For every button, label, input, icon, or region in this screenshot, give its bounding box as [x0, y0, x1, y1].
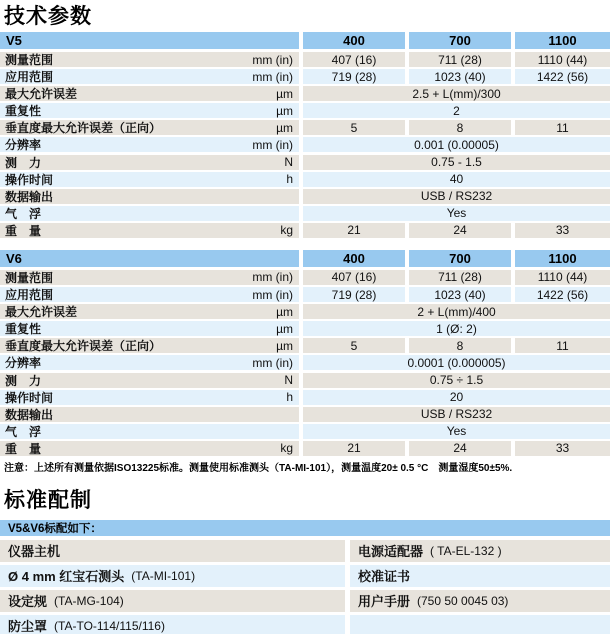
spec-value: 719 (28): [303, 69, 405, 84]
config-item: [0, 565, 345, 587]
spec-label-cell: [0, 155, 299, 170]
config-item-label: 电源适配器: [358, 544, 424, 560]
table-row: [0, 52, 610, 67]
config-item-code: (TA-MG-104): [54, 593, 124, 608]
column-header: 400: [303, 250, 405, 267]
config-item: [0, 590, 345, 612]
spec-label: 气 浮: [5, 206, 42, 221]
spec-label: 气 浮: [5, 424, 42, 439]
spec-span-value: USB / RS232: [303, 407, 610, 422]
spec-span-value: 0.0001 (0.000005): [303, 355, 610, 370]
spec-label-cell: [0, 407, 299, 422]
table-row: [0, 223, 610, 238]
spec-label: 数据输出: [5, 189, 54, 204]
table-row: [0, 390, 610, 405]
spec-unit: N: [284, 373, 293, 387]
spec-value: 33: [515, 223, 610, 238]
spec-value: 1422 (56): [515, 287, 610, 302]
spec-span-value: 2: [303, 103, 610, 118]
table-row: [0, 206, 610, 221]
spec-value: 1023 (40): [409, 69, 511, 84]
config-item-label: 校准证书: [358, 569, 411, 585]
spec-value: 11: [515, 120, 610, 135]
spec-value: 5: [303, 338, 405, 353]
table-row: [0, 338, 610, 353]
spec-label: 分辨率: [5, 356, 42, 371]
column-header: 400: [303, 32, 405, 49]
config-item: [350, 565, 610, 587]
spec-label-cell: [0, 287, 299, 302]
spec-label: 测量范围: [5, 270, 54, 285]
spec-value: 11: [515, 338, 610, 353]
spec-value: 1023 (40): [409, 287, 511, 302]
spec-span-value: 40: [303, 172, 610, 187]
spec-label: 最大允许误差: [5, 87, 78, 102]
config-item-code: (TA-MI-101): [131, 568, 196, 583]
config-header: V5&V6标配如下：: [0, 520, 610, 536]
table-row: [0, 355, 610, 370]
spec-label: 测量范围: [5, 53, 54, 67]
spec-value: 24: [409, 441, 511, 456]
column-header: 700: [409, 32, 511, 49]
spec-label-cell: [0, 390, 299, 405]
spec-value: 1422 (56): [515, 69, 610, 84]
spec-label-cell: [0, 321, 299, 336]
spec-label: 重 量: [5, 441, 42, 456]
spec-label: 操作时间: [5, 390, 54, 405]
spec-label-cell: [0, 355, 299, 370]
spec-unit: µm: [276, 86, 293, 101]
spec-unit: µm: [276, 321, 293, 336]
config-item-label: 用户手册: [358, 594, 411, 610]
table-row: [0, 155, 610, 170]
spec-label-cell: [0, 69, 299, 84]
column-header: 700: [409, 250, 511, 267]
spec-unit: µm: [276, 103, 293, 118]
config-item-label: 仪器主机: [8, 544, 61, 560]
spec-span-value: 0.75 - 1.5: [303, 155, 610, 170]
config-item-label: 防尘罩: [8, 619, 48, 634]
spec-unit: mm (in): [252, 137, 293, 152]
spec-label: 最大允许误差: [5, 305, 78, 320]
spec-label: 应用范围: [5, 70, 54, 85]
spec-label-cell: [0, 223, 299, 238]
spec-value: 21: [303, 441, 405, 456]
note-text: 注意：上述所有测量依据ISO13225标准。测量使用标准测头（TA-MI-101），测量温度20± 0.5 °C 测量湿度50±5%.: [4, 462, 513, 474]
spec-span-value: USB / RS232: [303, 189, 610, 204]
config-item-code: (TA-TO-114/115/116): [54, 618, 165, 633]
table-row: [0, 270, 610, 285]
table-row: [0, 424, 610, 439]
config-item: [0, 540, 345, 562]
spec-label-cell: [0, 304, 299, 319]
spec-value: 711 (28): [409, 52, 511, 67]
spec-label: 应用范围: [5, 288, 54, 303]
spec-unit: mm (in): [252, 52, 293, 67]
spec-span-value: 1 (Ø: 2): [303, 321, 610, 336]
spec-label: 测 力: [5, 373, 42, 388]
table-header-row: [0, 32, 610, 49]
spec-label: 垂直度最大允许误差（正向）: [5, 121, 162, 136]
table-row: [0, 69, 610, 84]
table-row: [0, 287, 610, 302]
spec-value: 407 (16): [303, 270, 405, 285]
table-header-row: [0, 250, 610, 267]
table-row: [0, 321, 610, 336]
spec-label: 重复性: [5, 322, 42, 337]
spec-label-cell: [0, 270, 299, 285]
spec-label-cell: [0, 137, 299, 152]
spec-unit: µm: [276, 120, 293, 135]
config-item: [350, 540, 610, 562]
config-item-code: ( TA-EL-132 ): [430, 543, 502, 558]
spec-label: 重复性: [5, 104, 42, 119]
spec-unit: kg: [280, 441, 293, 456]
spec-span-value: Yes: [303, 424, 610, 439]
table-row: [0, 172, 610, 187]
table-row: [0, 441, 610, 456]
spec-value: 407 (16): [303, 52, 405, 67]
spec-table-v5: [0, 32, 610, 238]
table-row: [0, 189, 610, 204]
spec-unit: mm (in): [252, 69, 293, 84]
config-item-label: 设定规: [8, 594, 48, 610]
config-item-label: Ø 4 mm 红宝石测头: [8, 569, 125, 585]
spec-label-cell: [0, 86, 299, 101]
table-row: [0, 373, 610, 388]
config-item: [0, 615, 345, 634]
spec-span-value: 20: [303, 390, 610, 405]
model-label: V6: [0, 250, 299, 267]
spec-label-cell: [0, 338, 299, 353]
config-item-code: (750 50 0045 03): [417, 593, 509, 608]
spec-value: 719 (28): [303, 287, 405, 302]
spec-span-value: 2 + L(mm)/400: [303, 304, 610, 319]
table-row: [0, 86, 610, 101]
spec-label-cell: [0, 373, 299, 388]
column-header: 1100: [515, 32, 610, 49]
spec-value: 711 (28): [409, 270, 511, 285]
spec-value: 5: [303, 120, 405, 135]
spec-value: 21: [303, 223, 405, 238]
spec-unit: mm (in): [252, 287, 293, 302]
spec-value: 33: [515, 441, 610, 456]
spec-label: 测 力: [5, 155, 42, 170]
spec-unit: µm: [276, 338, 293, 353]
table-row: [0, 137, 610, 152]
spec-label-cell: [0, 441, 299, 456]
table-row: [0, 304, 610, 319]
spec-label: 重 量: [5, 223, 42, 238]
spec-label-cell: [0, 424, 299, 439]
spec-label: 数据输出: [5, 407, 54, 422]
spec-value: 24: [409, 223, 511, 238]
config-item: [350, 590, 610, 612]
spec-span-value: 0.75 ÷ 1.5: [303, 373, 610, 388]
spec-label: 分辨率: [5, 138, 42, 153]
spec-label-cell: [0, 189, 299, 204]
spec-value: 1110 (44): [515, 52, 610, 67]
page-title-config: 标准配制: [4, 488, 92, 512]
spec-label-cell: [0, 120, 299, 135]
spec-unit: mm (in): [252, 270, 293, 285]
table-row: [0, 120, 610, 135]
config-table: [0, 520, 610, 634]
spec-label: 操作时间: [5, 172, 54, 187]
spec-label-cell: [0, 52, 299, 67]
spec-value: 8: [409, 338, 511, 353]
spec-unit: µm: [276, 304, 293, 319]
model-label: V5: [0, 32, 299, 49]
spec-span-value: 0.001 (0.00005): [303, 137, 610, 152]
spec-label-cell: [0, 103, 299, 118]
spec-value: 1110 (44): [515, 270, 610, 285]
spec-value: 8: [409, 120, 511, 135]
spec-unit: h: [286, 172, 293, 187]
spec-unit: kg: [280, 223, 293, 238]
spec-unit: N: [284, 155, 293, 170]
table-row: [0, 407, 610, 422]
column-header: 1100: [515, 250, 610, 267]
config-item: [350, 615, 610, 634]
table-row: [0, 103, 610, 118]
spec-label: 垂直度最大允许误差（正向）: [5, 339, 162, 354]
spec-span-value: Yes: [303, 206, 610, 221]
spec-table-v6: [0, 250, 610, 456]
spec-unit: mm (in): [252, 355, 293, 370]
page-title-specs: 技术参数: [4, 5, 92, 28]
spec-unit: h: [286, 390, 293, 405]
spec-span-value: 2.5 + L(mm)/300: [303, 86, 610, 101]
spec-label-cell: [0, 206, 299, 221]
spec-label-cell: [0, 172, 299, 187]
